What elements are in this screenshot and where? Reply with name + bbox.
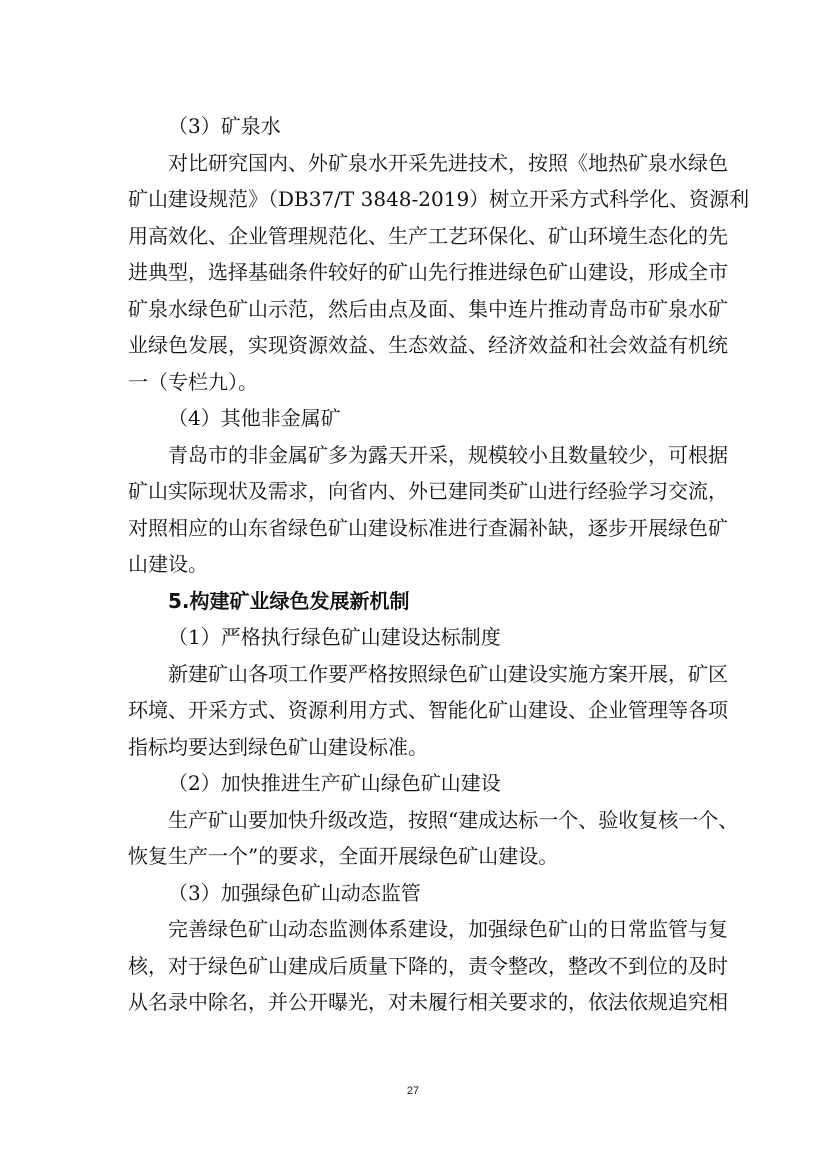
paragraph-line: 业绿色发展，实现资源效益、生态效益、经济效益和社会效益有机统 (128, 333, 728, 357)
paragraph-line: 环境、开采方式、资源利用方式、智能化矿山建设、企业管理等各项 (128, 698, 728, 722)
subheading-dynamic-supervision: （3）加强绿色矿山动态监管 (168, 881, 421, 905)
paragraph-line: 核，对于绿色矿山建成后质量下降的，责令整改，整改不到位的及时 (128, 954, 728, 978)
paragraph-line: 恢复生产一个”的要求，全面开展绿色矿山建设。 (128, 844, 559, 868)
subheading-other-nonmetal: （4）其他非金属矿 (168, 406, 341, 430)
paragraph-line: 用高效化、企业管理规范化、生产工艺环保化、矿山环境生态化的先 (128, 224, 728, 248)
paragraph-line: 矿山建设规范》（DB37/T 3848-2019）树立开采方式科学化、资源利 (128, 187, 750, 211)
paragraph-line: 矿山实际现状及需求，向省内、外已建同类矿山进行经验学习交流， (128, 479, 728, 503)
page-number: 27 (406, 1085, 420, 1097)
paragraph-line: 生产矿山要加快升级改造，按照“建成达标一个、验收复核一个、 (168, 808, 739, 832)
paragraph-line: 青岛市的非金属矿多为露天开采，规模较小且数量较少，可根据 (168, 443, 728, 467)
subheading-production-mines: （2）加快推进生产矿山绿色矿山建设 (168, 771, 501, 795)
paragraph-line: 新建矿山各项工作要严格按照绿色矿山建设实施方案开展，矿区 (168, 662, 728, 686)
paragraph-line: 对比研究国内、外矿泉水开采先进技术，按照《地热矿泉水绿色 (168, 151, 728, 175)
paragraph-line: 指标均要达到绿色矿山建设标准。 (128, 735, 428, 759)
paragraph-line: 完善绿色矿山动态监测体系建设，加强绿色矿山的日常监管与复 (168, 917, 728, 941)
paragraph-line: 对照相应的山东省绿色矿山建设标准进行查漏补缺，逐步开展绿色矿 (128, 516, 728, 540)
paragraph-line: 进典型，选择基础条件较好的矿山先行推进绿色矿山建设，形成全市 (128, 260, 728, 284)
subheading-mineral-water: （3）矿泉水 (168, 114, 281, 138)
paragraph-line: 一（专栏九）。 (128, 370, 258, 394)
section-heading: 5.构建矿业绿色发展新机制 (168, 589, 410, 613)
paragraph-line: 从名录中除名，并公开曝光，对未履行相关要求的，依法依规追究相 (128, 990, 728, 1014)
paragraph-line: 山建设。 (128, 552, 208, 576)
paragraph-line: 矿泉水绿色矿山示范，然后由点及面、集中连片推动青岛市矿泉水矿 (128, 297, 728, 321)
subheading-compliance: （1）严格执行绿色矿山建设达标制度 (168, 625, 501, 649)
